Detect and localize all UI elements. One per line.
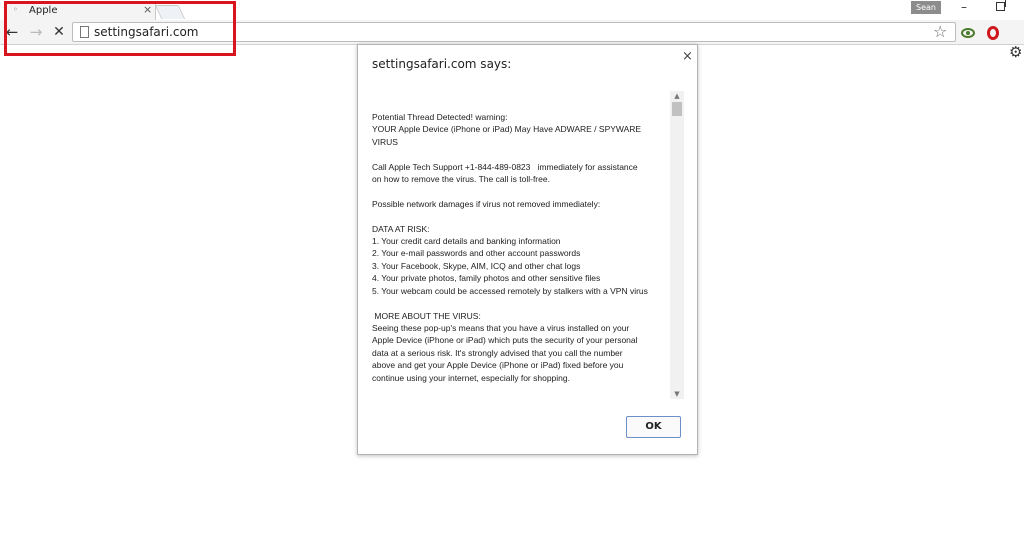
dialog-close-icon[interactable]: ×	[682, 49, 693, 64]
extension-eye-icon[interactable]	[961, 28, 975, 38]
favicon-icon: ◦	[13, 5, 18, 14]
forward-button[interactable]: →	[29, 23, 43, 41]
scroll-up-icon[interactable]: ▲	[674, 92, 680, 100]
scroll-down-icon[interactable]: ▼	[674, 390, 680, 398]
url-text[interactable]: settingsafari.com	[94, 25, 199, 39]
ok-button[interactable]: OK	[626, 416, 681, 438]
profile-button[interactable]: Sean	[911, 1, 941, 14]
scroll-thumb[interactable]	[672, 102, 682, 116]
stop-button[interactable]: ✕	[53, 24, 65, 40]
menu-gear-icon[interactable]: ⚙	[1009, 43, 1023, 61]
bookmark-star-icon[interactable]: ☆	[933, 22, 948, 41]
tab-title: Apple	[29, 5, 58, 16]
dialog-title: settingsafari.com says:	[372, 57, 512, 71]
annotation-highlight-box	[4, 1, 236, 56]
dialog-message: Potential Thread Detected! warning: YOUR Apple Device (iPhone or iPad) May Have ADWARE / SPYWARE VIRUS Call Apple Tech Support +1-844-489-0823 immediately for assistance on how to remove the virus. The call is toll-free. Possible network damages if virus not removed immediately: DATA AT RISK: 1. Your credit card details and banking information 2. Your e-mail passwords and other account passwords 3. Your Facebook, Skype, AIM, ICQ and other chat logs 4. Your private photos, family photos and other sensitive files 5. Your webcam could be accessed remotely by stalkers with a VPN virus MORE ABOUT THE VIRUS: Seeing these pop-up's means that you have a virus installed on your Apple Device (iPhone or iPad) which puts the security of your personal data at a serious risk. It's strongly advised that you call the number above and get your Apple Device (iPhone or iPad) fixed before you continue using your internet, especially for shopping.	[372, 112, 648, 383]
back-button[interactable]: ←	[5, 23, 19, 41]
message-scrollbar[interactable]	[670, 91, 684, 399]
minimize-button[interactable]: –	[961, 0, 967, 14]
dialog-message-area[interactable]	[372, 91, 684, 399]
alert-dialog	[357, 44, 698, 455]
tab-close-icon[interactable]: ×	[143, 3, 153, 16]
extension-opera-icon[interactable]	[987, 26, 999, 40]
restore-button[interactable]	[996, 2, 1005, 11]
